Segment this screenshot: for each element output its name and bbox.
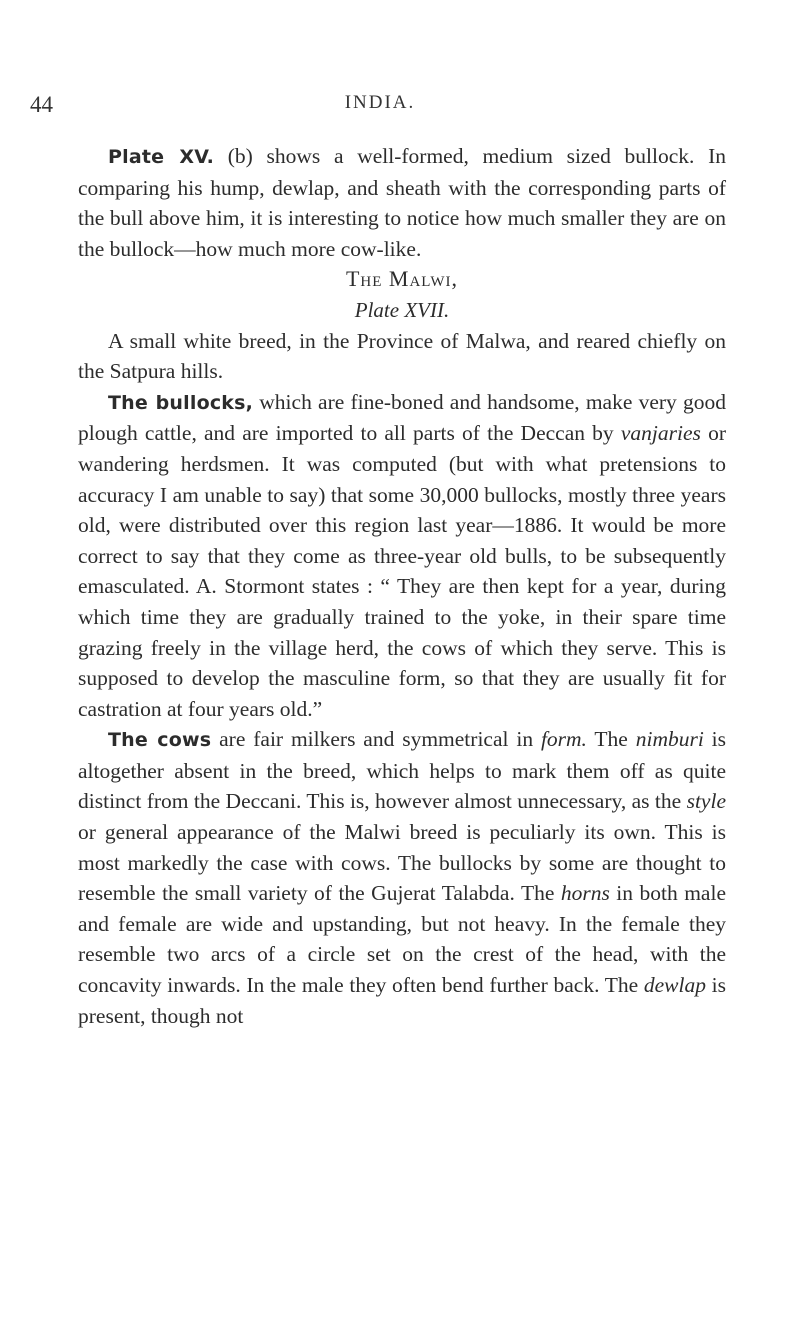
body-text: [78, 141, 726, 1031]
paragraph-text: (b) shows a well-formed, medium sized bullock. In comparing his hump, dewlap, and sheath with the corresponding parts of the bull above him, it is interesting to notice how much smaller they are on the bullock—how much more cow-like.: [78, 144, 726, 261]
paragraph-text: in both male and female are wide and upstanding, but not heavy. In the female they resemble two arcs of a circle set on the crest of the head, with the concavity inwards. In the male they often bend further back. The: [78, 881, 726, 998]
italic-term: vanjaries: [620, 421, 701, 446]
paragraph-breed-intro: [78, 326, 726, 387]
italic-term: horns: [560, 881, 610, 906]
paragraph-text: is present, though not: [78, 973, 726, 1028]
running-title: INDIA.: [344, 92, 416, 113]
paragraph-plate-xv: [78, 141, 726, 264]
paragraph-text: is altogether absent in the breed, which helps to mark them off as quite distinct from the Deccani. This is, however almost unnecessary, as the: [78, 727, 727, 814]
paragraph-cows: [78, 724, 726, 1031]
plate-reference: Plate XVII.: [354, 297, 450, 322]
paragraph-text: or wandering herdsmen. It was computed (but with what pretensions to accuracy I am unable to say) that some 30,000 bullocks, mostly three years old, were distributed over this region last year—1886. It would be more correct to say that they come as three-year old bulls, to be subsequently emasculated. A. Stormont states : “ They are then kept for a year, during which time they are gradually trained to the yoke, in their spare time grazing freely in the village herd, the cows of which they serve. This is supposed to develop the masculine form, so that they are usually fit for castration at four years old.”: [78, 421, 726, 721]
paragraph-text: A small white breed, in the Province of Malwa, and reared chiefly on the Satpura hills.: [78, 328, 726, 384]
italic-term: dewlap: [643, 973, 706, 998]
paragraph-lead: Plate XV.: [108, 146, 215, 168]
paragraph-lead: The bullocks,: [108, 391, 254, 414]
paragraph-text: or general appearance of the Malwi breed is peculiarly its own. This is most markedly the case with cows. The bullocks by some are thought to resemble the small variety of the Gujerat Talabda. The: [78, 820, 726, 906]
section-heading: [78, 264, 726, 295]
paragraph-text: which are fine-boned and handsome, make very good plough cattle, and are imported to all parts of the Deccan by: [78, 389, 726, 446]
page-number: 44: [30, 92, 53, 117]
paragraph-text: The: [586, 727, 636, 752]
italic-term: nimburi: [635, 727, 704, 752]
italic-term: style: [686, 789, 726, 814]
italic-term: form.: [540, 727, 587, 752]
paragraph-bullocks: [78, 387, 726, 725]
paragraph-text: are fair milkers and symmetrical in: [211, 727, 541, 752]
section-heading-text: The Malwi,: [345, 266, 459, 292]
running-head: [30, 92, 730, 122]
paragraph-lead: The cows: [108, 729, 212, 752]
